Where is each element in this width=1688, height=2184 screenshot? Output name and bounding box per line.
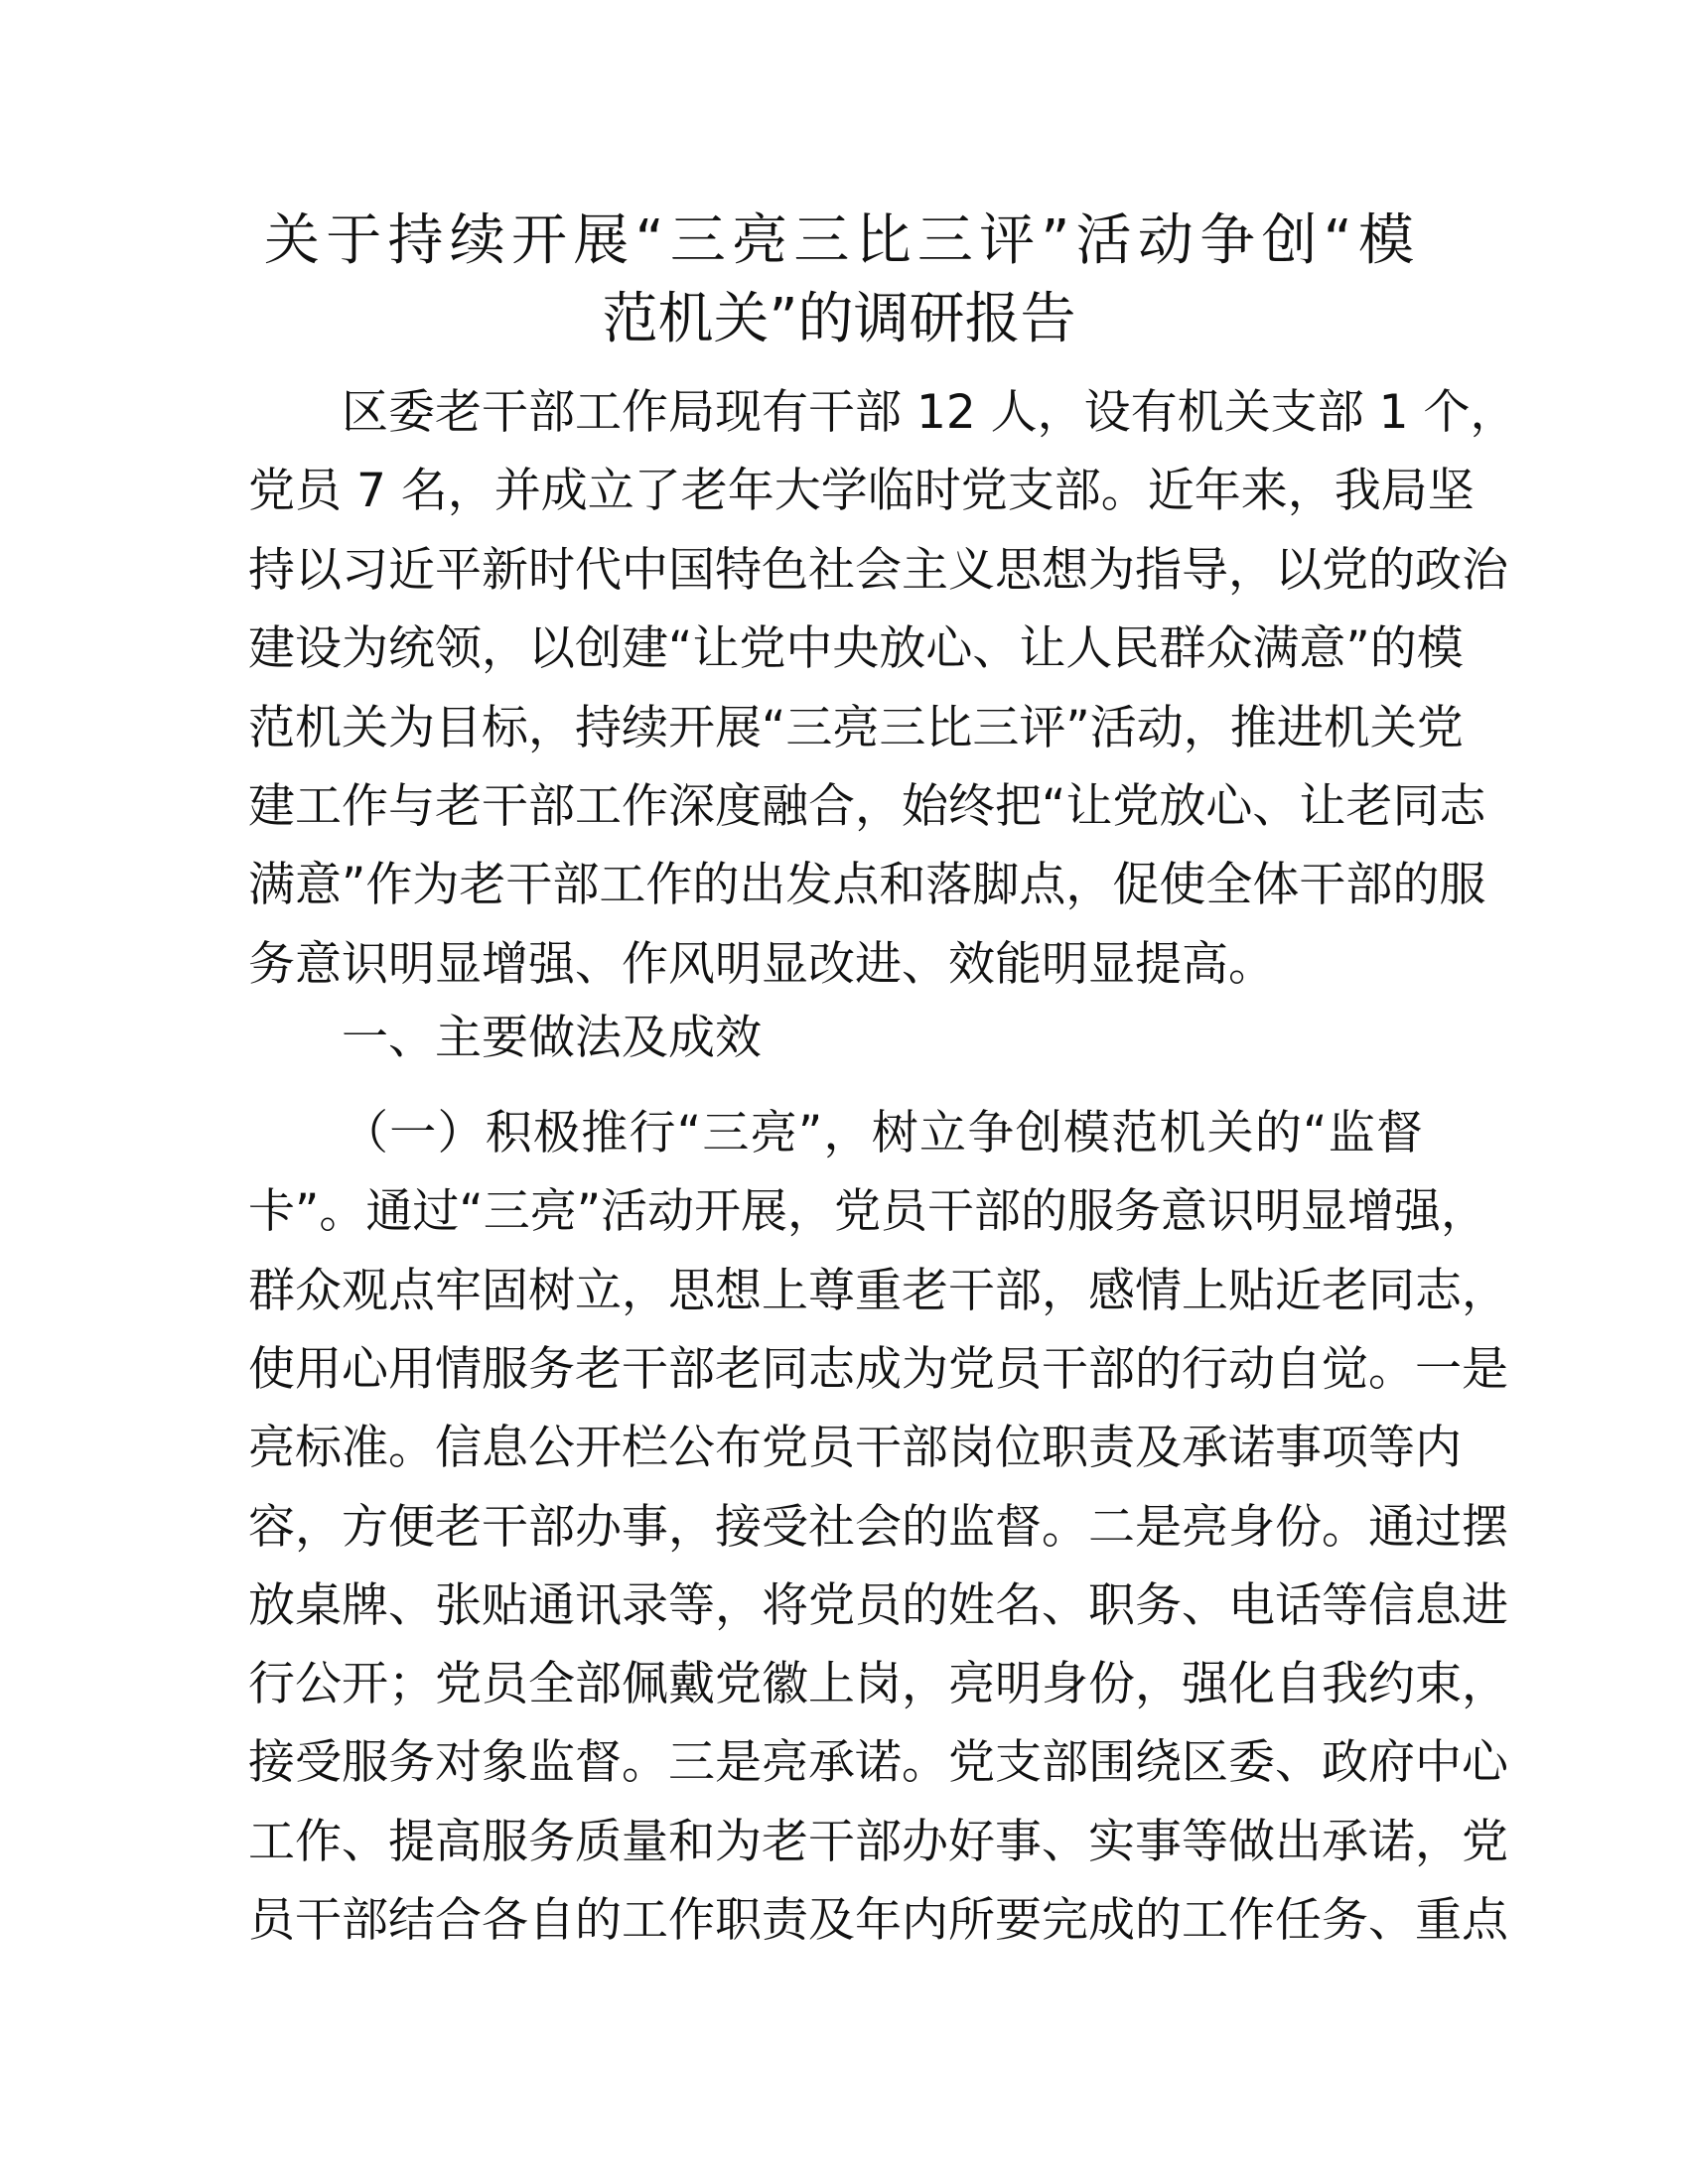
paragraph-line: 务意识明显增强、作风明显改进、效能明显提高。: [248, 936, 1275, 992]
paragraph-line: 工作、提高服务质量和为老干部办好事、实事等做出承诺，党: [248, 1814, 1508, 1869]
paragraph-line: 行公开；党员全部佩戴党徽上岗，亮明身份，强化自我约束，: [248, 1657, 1508, 1712]
paragraph-line: 员干部结合各自的工作职责及年内所要完成的工作任务、重点: [248, 1893, 1508, 1948]
paragraph-line: 区委老干部工作局现有干部 12 人，设有机关支部 1 个，: [342, 385, 1517, 440]
paragraph-line: 群众观点牢固树立，思想上尊重老干部，感情上贴近老同志，: [248, 1263, 1508, 1318]
paragraph-line: 党员 7 名，并成立了老年大学临时党支部。近年来，我局坚: [248, 464, 1475, 519]
section-heading: 一、主要做法及成效: [342, 1011, 762, 1065]
paragraph-line: 建工作与老干部工作深度融合，始终把“让党放心、让老同志: [248, 779, 1486, 834]
paragraph-line: 建设为统领，以创建“让党中央放心、让人民群众满意”的模: [248, 621, 1464, 677]
paragraph-line: 接受服务对象监督。三是亮承诺。党支部围绕区委、政府中心: [248, 1735, 1508, 1791]
paragraph-line: 亮标准。信息公开栏公布党员干部岗位职责及承诺事项等内: [248, 1421, 1462, 1476]
paragraph-line: 范机关为目标，持续开展“三亮三比三评”活动，推进机关党: [248, 700, 1464, 755]
paragraph-line: 放桌牌、张贴通讯录等，将党员的姓名、职务、电话等信息进: [248, 1577, 1508, 1633]
paragraph-line: （一）积极推行“三亮”，树立争创模范机关的“监督: [342, 1106, 1423, 1160]
paragraph-line: 使用心用情服务老干部老同志成为党员干部的行动自觉。一是: [248, 1341, 1508, 1397]
document-title-line-2: 范机关”的调研报告: [602, 287, 1076, 351]
paragraph-line: 容，方便老干部办事，接受社会的监督。二是亮身份。通过摆: [248, 1499, 1508, 1555]
paragraph-line: 持以习近平新时代中国特色社会主义思想为指导，以党的政治: [248, 542, 1508, 598]
paragraph-line: 满意”作为老干部工作的出发点和落脚点，促使全体干部的服: [248, 858, 1486, 913]
document-title-line-1: 关于持续开展“三亮三比三评”活动争创“模: [264, 208, 1414, 273]
paragraph-line: 卡”。通过“三亮”活动开展，党员干部的服务意识明显增强，: [248, 1184, 1488, 1240]
